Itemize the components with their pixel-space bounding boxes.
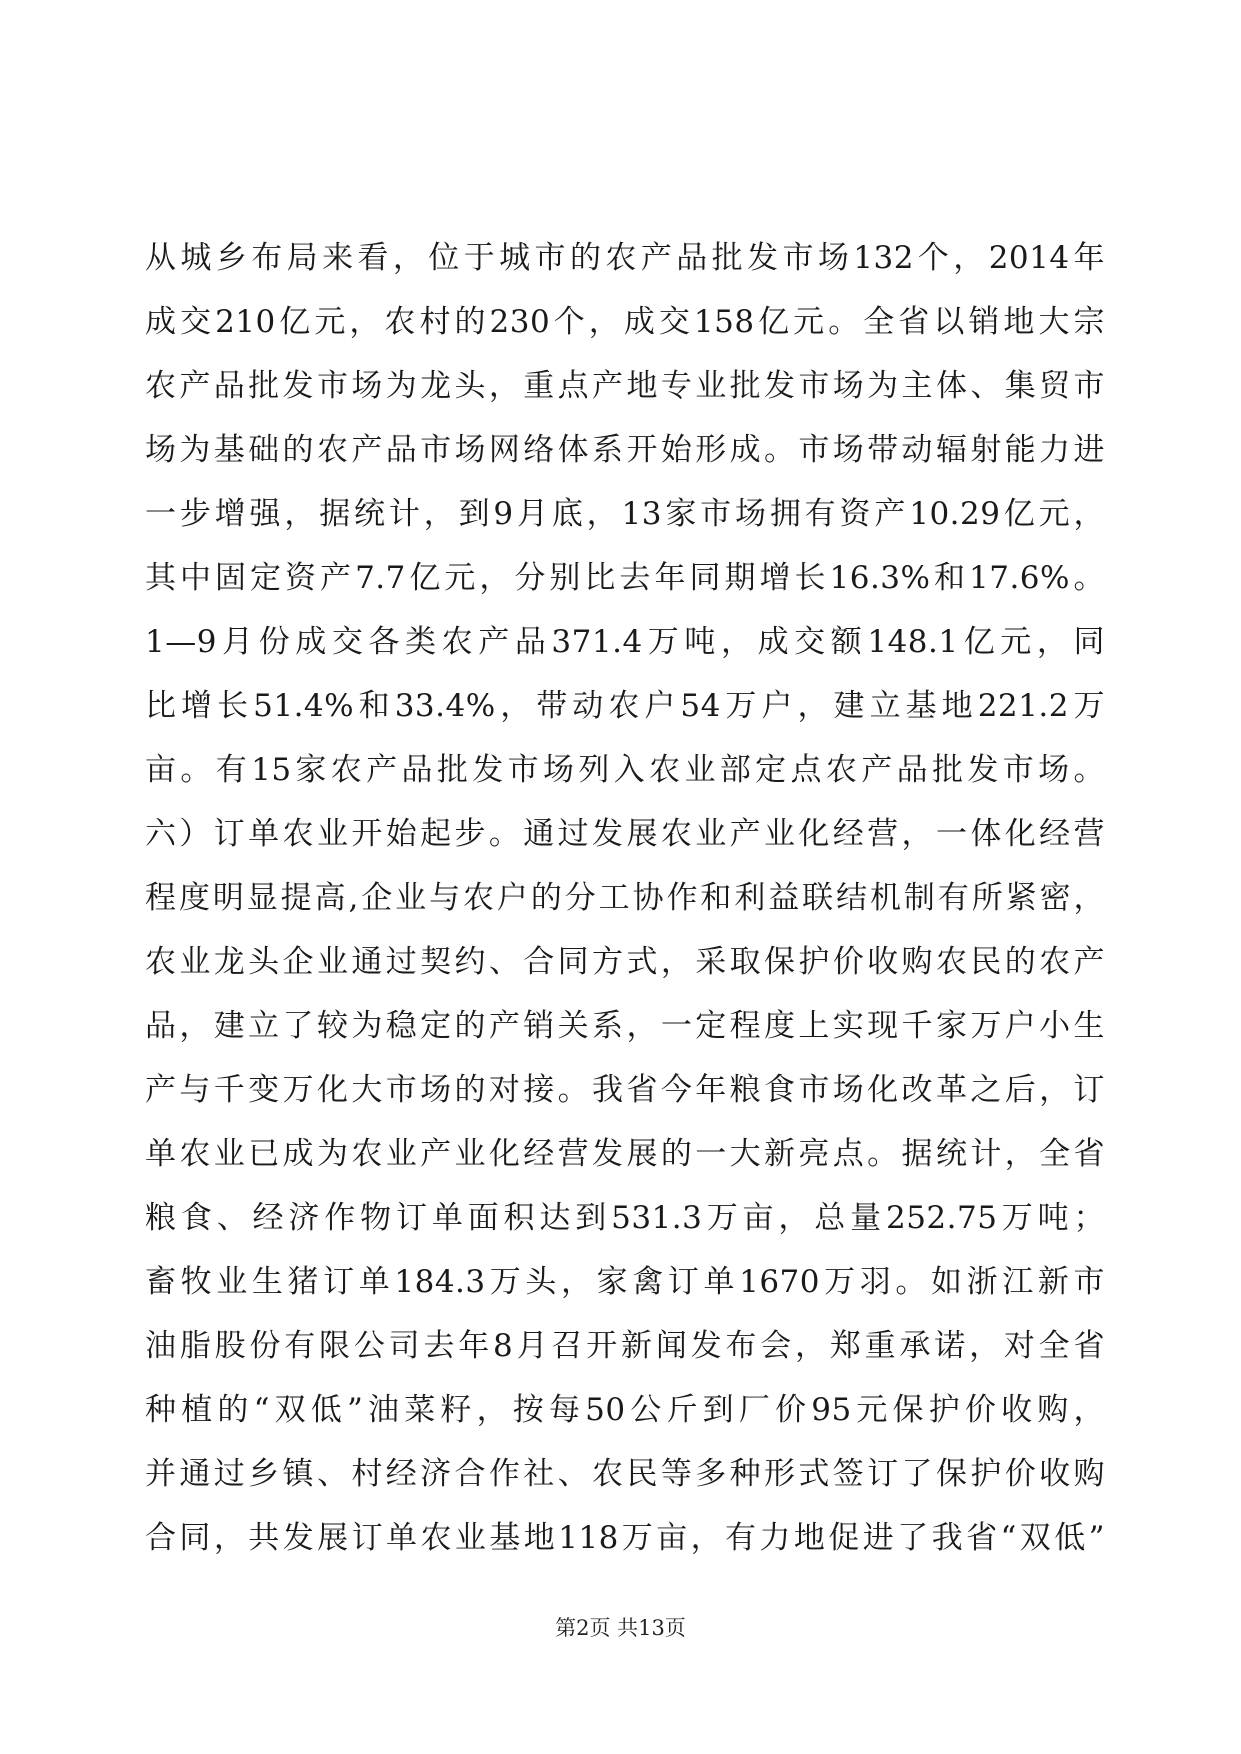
page-number-label: 第2页 共13页 xyxy=(555,1616,686,1640)
text-line: 其中固定资产7.7亿元，分别比去年同期增长16.3%和17.6%。 xyxy=(145,560,1105,596)
text-line: 亩。有15家农产品批发市场列入农业部定点农产品批发市场。 xyxy=(145,752,1105,788)
text-line: 合同，共发展订单农业基地118万亩，有力地促进了我省“双低” xyxy=(145,1520,1105,1556)
text-line: 比增长51.4%和33.4%，带动农户54万户，建立基地221.2万 xyxy=(145,688,1105,724)
text-line: 粮食、经济作物订单面积达到531.3万亩，总量252.75万吨； xyxy=(145,1200,1105,1236)
text-line: 从城乡布局来看，位于城市的农产品批发市场132个，2014年 xyxy=(145,240,1105,276)
document-body xyxy=(145,226,1105,1570)
text-line: 产与千变万化大市场的对接。我省今年粮食市场化改革之后，订 xyxy=(145,1072,1105,1108)
page-footer xyxy=(0,1614,1241,1642)
text-line: 种植的“双低”油菜籽，按每50公斤到厂价95元保护价收购， xyxy=(145,1392,1105,1428)
text-line: 品，建立了较为稳定的产销关系，一定程度上实现千家万户小生 xyxy=(145,1008,1105,1044)
text-line: 1—9月份成交各类农产品371.4万吨，成交额148.1亿元，同 xyxy=(145,624,1105,660)
text-line: 农产品批发市场为龙头，重点产地专业批发市场为主体、集贸市 xyxy=(145,368,1105,404)
text-line: 成交210亿元，农村的230个，成交158亿元。全省以销地大宗 xyxy=(145,304,1105,340)
text-line: 油脂股份有限公司去年8月召开新闻发布会，郑重承诺，对全省 xyxy=(145,1328,1105,1364)
text-line: 程度明显提高,企业与农户的分工协作和利益联结机制有所紧密， xyxy=(145,880,1105,916)
text-line: 单农业已成为农业产业化经营发展的一大新亮点。据统计，全省 xyxy=(145,1136,1105,1172)
text-line: 畜牧业生猪订单184.3万头，家禽订单1670万羽。如浙江新市 xyxy=(145,1264,1105,1300)
text-line: 场为基础的农产品市场网络体系开始形成。市场带动辐射能力进 xyxy=(145,432,1105,468)
text-line: 并通过乡镇、村经济合作社、农民等多种形式签订了保护价收购 xyxy=(145,1456,1105,1492)
text-line: 农业龙头企业通过契约、合同方式，采取保护价收购农民的农产 xyxy=(145,944,1105,980)
text-line: 六）订单农业开始起步。通过发展农业产业化经营，一体化经营 xyxy=(145,816,1105,852)
text-line: 一步增强，据统计，到9月底，13家市场拥有资产10.29亿元， xyxy=(145,496,1105,532)
